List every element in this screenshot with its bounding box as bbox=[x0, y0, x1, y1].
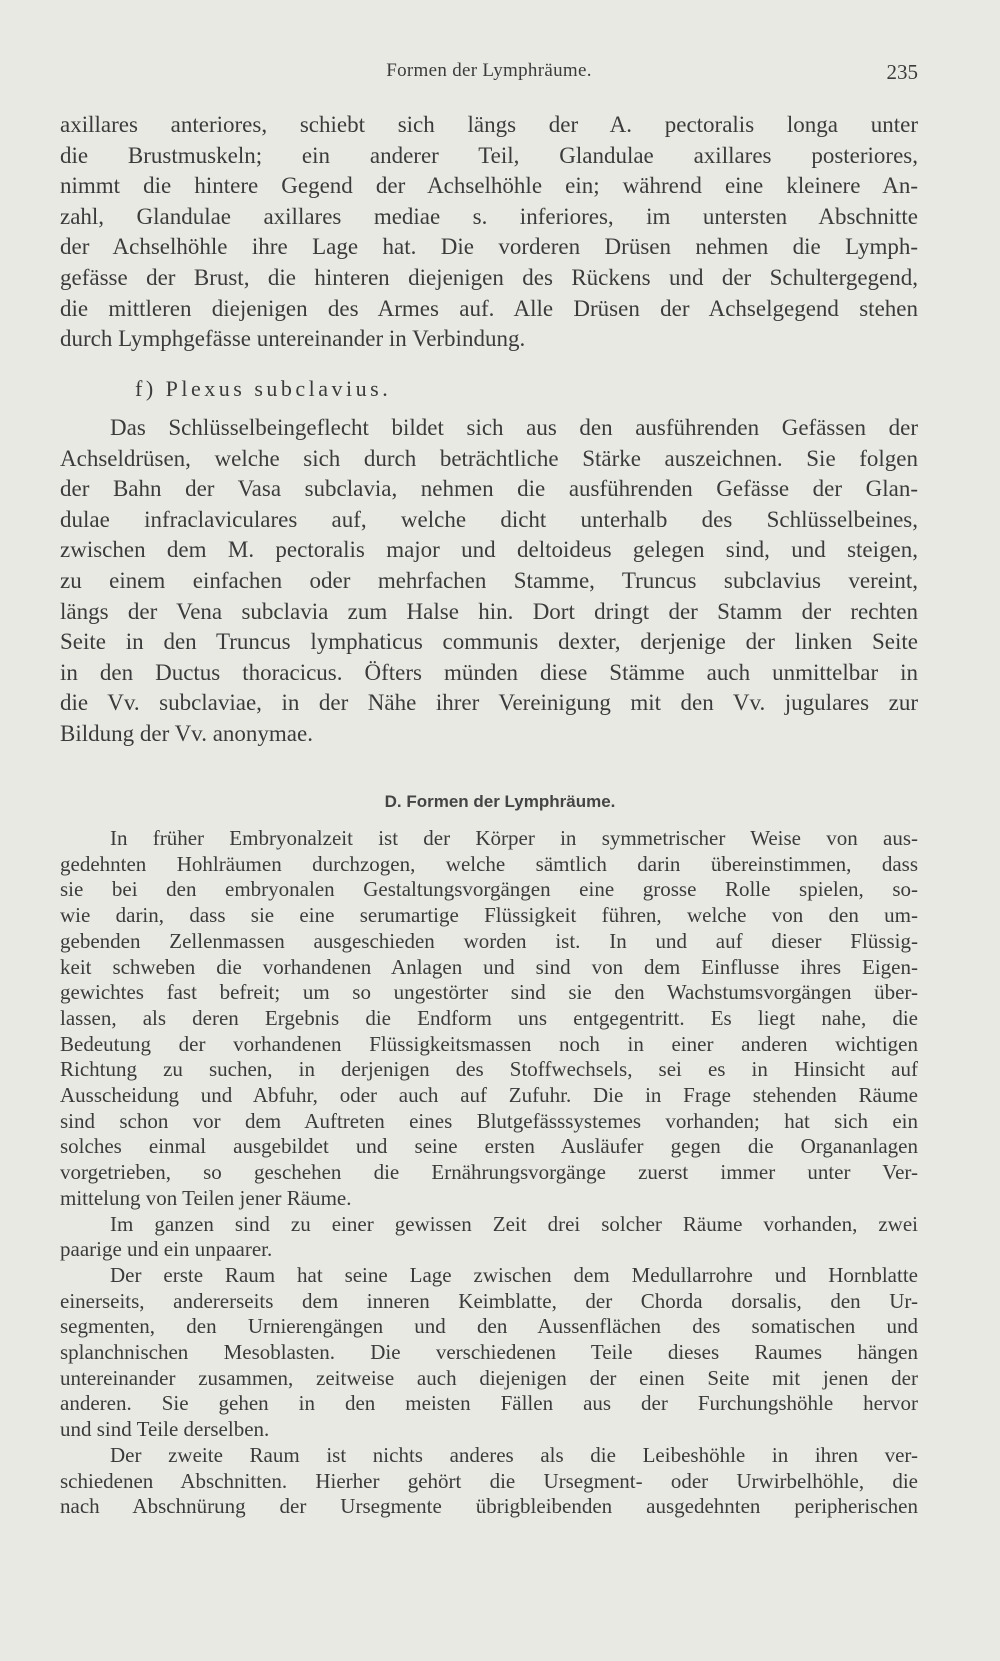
text-line: durch Lymphgefässe untereinander in Verbindung. bbox=[60, 326, 526, 352]
text-line: Ausscheidung und Abfuhr, oder auch auf Zufuhr. Die in Frage stehenden Räume bbox=[60, 1083, 918, 1108]
text-line: gefässe der Brust, die hinteren diejenigen des Rückens und der Schultergegend, bbox=[60, 264, 918, 290]
text-line: Richtung zu suchen, in derjenigen des Stoffwechsels, sei es in Hinsicht auf bbox=[60, 1057, 918, 1082]
paragraph-glandulae-axillares bbox=[60, 110, 918, 355]
text-line: segmenten, den Urnierengängen und den Aussenflächen des somatischen und bbox=[60, 1314, 918, 1339]
text-line: mittelung von Teilen jener Räume. bbox=[60, 1185, 352, 1210]
paragraph-plexus-subclavius bbox=[60, 413, 918, 750]
text-line: gewichtes fast befreit; um so ungestörter sind sie den Wachstumsvorgängen über- bbox=[60, 980, 918, 1005]
section-d-body bbox=[60, 826, 918, 1520]
text-line: Das Schlüsselbeingeflecht bildet sich aus den ausführenden Gefässen der bbox=[110, 415, 918, 440]
text-line: Bedeutung der vorhandenen Flüssigkeitsmassen noch in einer anderen wichtigen bbox=[60, 1031, 918, 1056]
text-line: untereinander zusammen, zeitweise auch diejenigen der einen Seite mit jenen der bbox=[60, 1365, 918, 1390]
text-line: die Vv. subclaviae, in der Nähe ihrer Vereinigung mit den Vv. jugulares zur bbox=[60, 690, 918, 716]
text-line: vorgetrieben, so geschehen die Ernährungsvorgänge zuerst immer unter Ver- bbox=[60, 1160, 918, 1185]
text-line: und sind Teile derselben. bbox=[60, 1417, 270, 1442]
text-line: zwischen dem M. pectoralis major und deltoideus gelegen sind, und steigen, bbox=[60, 537, 918, 563]
text-line: zu einem einfachen oder mehrfachen Stamme, Truncus subclavius vereint, bbox=[60, 567, 918, 593]
text-line: keit schweben die vorhandenen Anlagen und sind von dem Einflusse ihres Eigen- bbox=[60, 954, 918, 979]
text-line: nach Abschnürung der Ursegmente übrigbleibenden ausgedehnten peripherischen bbox=[60, 1494, 918, 1519]
text-line: die Brustmuskeln; ein anderer Teil, Glandulae axillares posteriores, bbox=[60, 142, 918, 168]
text-line: nimmt die hintere Gegend der Achselhöhle ein; während eine kleinere An- bbox=[60, 173, 918, 199]
page-header bbox=[60, 60, 918, 90]
text-line: gebenden Zellenmassen ausgeschieden worden ist. In und auf dieser Flüssig- bbox=[60, 928, 918, 953]
text-line: wie darin, dass sie eine serumartige Flüssigkeit führen, welche von den um- bbox=[60, 903, 918, 928]
text-line: lassen, als deren Ergebnis die Endform uns entgegentritt. Es liegt nahe, die bbox=[60, 1005, 918, 1030]
text-line: Im ganzen sind zu einer gewissen Zeit drei solcher Räume vorhanden, zwei bbox=[110, 1211, 918, 1236]
text-line: paarige und ein unpaarer. bbox=[60, 1237, 273, 1262]
text-line: Seite in den Truncus lymphaticus communis dexter, derjenige der linken Seite bbox=[60, 629, 918, 655]
text-line: In früher Embryonalzeit ist der Körper in symmetrischer Weise von aus- bbox=[110, 826, 918, 850]
text-line: Achseldrüsen, welche sich durch beträchtliche Stärke auszeichnen. Sie folgen bbox=[60, 445, 918, 471]
text-line: Der zweite Raum ist nichts anderes als die Leibeshöhle in ihren ver- bbox=[110, 1442, 918, 1467]
page-number: 235 bbox=[886, 60, 918, 84]
subsection-heading: f) Plexus subclavius. bbox=[135, 376, 392, 401]
text-line: gedehnten Hohlräumen durchzogen, welche sämtlich darin übereinstimmen, dass bbox=[60, 851, 918, 876]
text-line: sind schon vor dem Auftreten eines Blutgefässsystemes vorhanden; hat sich ein bbox=[60, 1108, 918, 1133]
text-line: der Achselhöhle ihre Lage hat. Die vorderen Drüsen nehmen die Lymph- bbox=[60, 234, 918, 260]
text-line: sie bei den embryonalen Gestaltungsvorgängen eine grosse Rolle spielen, so- bbox=[60, 877, 918, 902]
text-line: axillares anteriores, schiebt sich längs der A. pectoralis longa unter bbox=[60, 112, 918, 137]
text-line: in den Ductus thoracicus. Öfters münden diese Stämme auch unmittelbar in bbox=[60, 659, 918, 685]
text-line: zahl, Glandulae axillares mediae s. inferiores, im untersten Abschnitte bbox=[60, 203, 918, 229]
text-line: schiedenen Abschnitten. Hierher gehört die Ursegment- oder Urwirbelhöhle, die bbox=[60, 1468, 918, 1493]
text-line: längs der Vena subclavia zum Halse hin. Dort dringt der Stamm der rechten bbox=[60, 598, 918, 624]
running-head: Formen der Lymphräume. bbox=[386, 60, 592, 81]
text-line: die mittleren diejenigen des Armes auf. Alle Drüsen der Achselgegend stehen bbox=[60, 295, 918, 321]
text-line: anderen. Sie gehen in den meisten Fällen aus der Furchungshöhle hervor bbox=[60, 1391, 918, 1416]
text-line: Bildung der Vv. anonymae. bbox=[60, 720, 313, 746]
text-line: der Bahn der Vasa subclavia, nehmen die ausführenden Gefässe der Glan- bbox=[60, 476, 918, 502]
text-line: splanchnischen Mesoblasten. Die verschiedenen Teile dieses Raumes hängen bbox=[60, 1340, 918, 1365]
section-heading: D. Formen der Lymphräume. bbox=[384, 792, 616, 811]
text-line: solches einmal ausgebildet und seine ersten Ausläufer gegen die Organanlagen bbox=[60, 1134, 918, 1159]
text-line: einerseits, andererseits dem inneren Keimblatte, der Chorda dorsalis, den Ur- bbox=[60, 1288, 918, 1313]
text-line: Der erste Raum hat seine Lage zwischen dem Medullarrohre und Hornblatte bbox=[110, 1262, 918, 1287]
text-line: dulae infraclaviculares auf, welche dicht unterhalb des Schlüsselbeines, bbox=[60, 506, 918, 532]
